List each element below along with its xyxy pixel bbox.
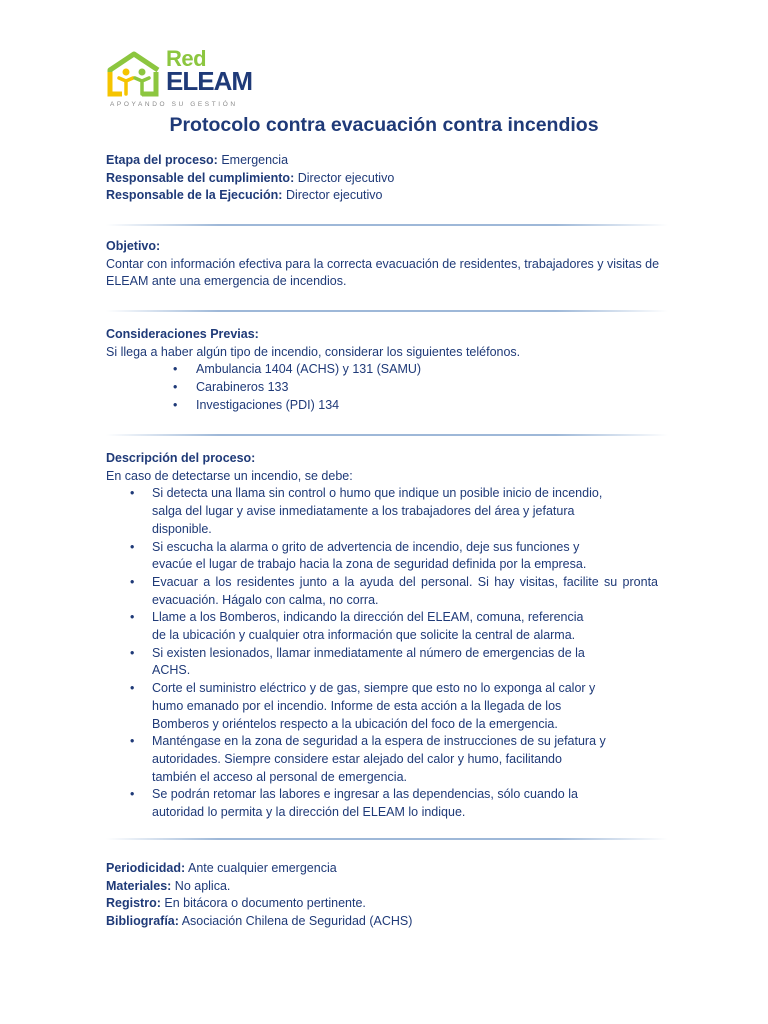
list-item: [106, 574, 666, 609]
list-item-line: Bomberos y oriéntelos respecto a la ubicación del foco de la emergencia.: [152, 716, 558, 731]
materials-row: [106, 878, 666, 896]
procedure-list: [106, 485, 666, 821]
list-item: [106, 645, 666, 680]
red-eleam-logo: [106, 46, 252, 112]
compliance-row: [106, 170, 666, 188]
logo-tagline: APOYANDO SU GESTIÓN: [110, 101, 238, 108]
materials-value: No aplica.: [174, 878, 231, 893]
considerations-heading: Consideraciones Previas:: [106, 327, 259, 341]
list-item-line: evacúe el lugar de trabajo hacia la zona de seguridad definida por la empresa.: [152, 557, 587, 572]
list-item-line: disponible.: [152, 521, 212, 536]
periodicity-value: Ante cualquier emergencia: [187, 861, 337, 875]
list-item: [106, 680, 666, 733]
list-item-line: • Se podrán retomar las labores e ingresar a las dependencias, sólo cuando la: [152, 787, 578, 802]
list-item-line: • Evacuar a los residentes junto a la ayuda del personal. Si hay visitas, facilite su pronta: [152, 574, 658, 589]
description-heading: Descripción del proceso:: [106, 451, 256, 465]
list-item: [106, 609, 666, 644]
periodicity-label: Periodicidad:: [106, 861, 186, 875]
list-item-line: • Si escucha la alarma o grito de advertencia de incendio, deje sus funciones y: [152, 539, 580, 554]
objective-text-line: Contar con información efectiva para la correcta evacuación de residentes, trabajadores y visitas de: [106, 256, 660, 271]
list-item: • Carabineros 133: [106, 379, 666, 397]
bibliography-row: [106, 913, 666, 931]
compliance-label: Responsable del cumplimiento:: [106, 170, 295, 185]
list-item: • Ambulancia 1404 (ACHS) y 131 (SAMU): [106, 361, 666, 379]
list-item-line: • Si existen lesionados, llamar inmediatamente al número de emergencias de la: [152, 645, 585, 660]
bibliography-value: Asociación Chilena de Seguridad (ACHS): [181, 914, 413, 929]
list-item-line: autoridad lo permita y la dirección del ELEAM lo indique.: [152, 805, 466, 820]
execution-label: Responsable de la Ejecución:: [106, 188, 283, 203]
list-item: [106, 733, 666, 786]
periodicity-row: [106, 860, 666, 878]
stage-value: Emergencia: [221, 153, 289, 167]
list-item-line: • Si detecta una llama sin control o humo que indique un posible inicio de incendio,: [152, 486, 603, 501]
list-item-line: también el acceso al personal de emergencia.: [152, 769, 408, 784]
list-item-line: de la ubicación y cualquier otra información que solicite la central de alarma.: [152, 628, 576, 643]
list-item-line: salga del lugar y avise inmediatamente a los trabajadores del área y jefatura: [152, 504, 575, 519]
list-item-line: humo emanado por el incendio. Informe de esta acción a la llegada de los: [152, 698, 562, 713]
execution-value: Director ejecutivo: [285, 188, 383, 203]
objective-section: [106, 238, 666, 291]
record-row: [106, 895, 666, 913]
list-item: [106, 485, 666, 538]
list-item-line: • Corte el suministro eléctrico y de gas, siempre que esto no lo exponga al calor y: [152, 681, 596, 696]
logo-brand-top: Red: [166, 46, 207, 71]
divider: [106, 224, 668, 226]
list-item-line: • Manténgase en la zona de seguridad a la espera de instrucciones de su jefatura y: [152, 734, 606, 749]
materials-label: Materiales:: [106, 878, 172, 893]
list-item: [106, 539, 666, 574]
stage-label: Etapa del proceso:: [106, 153, 218, 167]
compliance-value: Director ejecutivo: [297, 170, 395, 185]
objective-text-line: ELEAM ante una emergencia de incendios.: [106, 274, 347, 289]
list-item: [106, 786, 666, 821]
footer-section: [106, 860, 666, 931]
execution-row: [106, 187, 666, 205]
meta-section: [106, 152, 666, 205]
record-label: Registro:: [106, 896, 161, 911]
list-item-line: • Llame a los Bomberos, indicando la dirección del ELEAM, comuna, referencia: [152, 610, 584, 625]
considerations-intro: Si llega a haber algún tipo de incendio, considerar los siguientes teléfonos.: [106, 344, 521, 359]
house-people-icon: [106, 48, 166, 98]
divider: [106, 838, 668, 840]
objective-heading: Objetivo:: [106, 239, 161, 253]
bibliography-label: Bibliografía:: [106, 914, 179, 929]
document-title: Protocolo contra evacuación contra incendios: [169, 114, 599, 136]
divider: [106, 434, 668, 436]
phone-list: [106, 361, 666, 414]
list-item: • Investigaciones (PDI) 134: [106, 397, 666, 415]
stage-row: [106, 152, 666, 170]
logo-brand-bottom: ELEAM: [166, 66, 252, 96]
divider: [106, 310, 668, 312]
list-item-line: ACHS.: [152, 663, 191, 678]
record-value: En bitácora o documento pertinente.: [164, 896, 366, 911]
considerations-section: [106, 326, 666, 415]
description-section: [106, 450, 666, 822]
list-item-line: evacuación. Hágalo con calma, no corra.: [152, 592, 379, 607]
list-item-line: autoridades. Siempre considere estar alejado del calor y humo, facilitando: [152, 751, 562, 766]
description-intro: En caso de detectarse un incendio, se debe:: [106, 468, 353, 483]
